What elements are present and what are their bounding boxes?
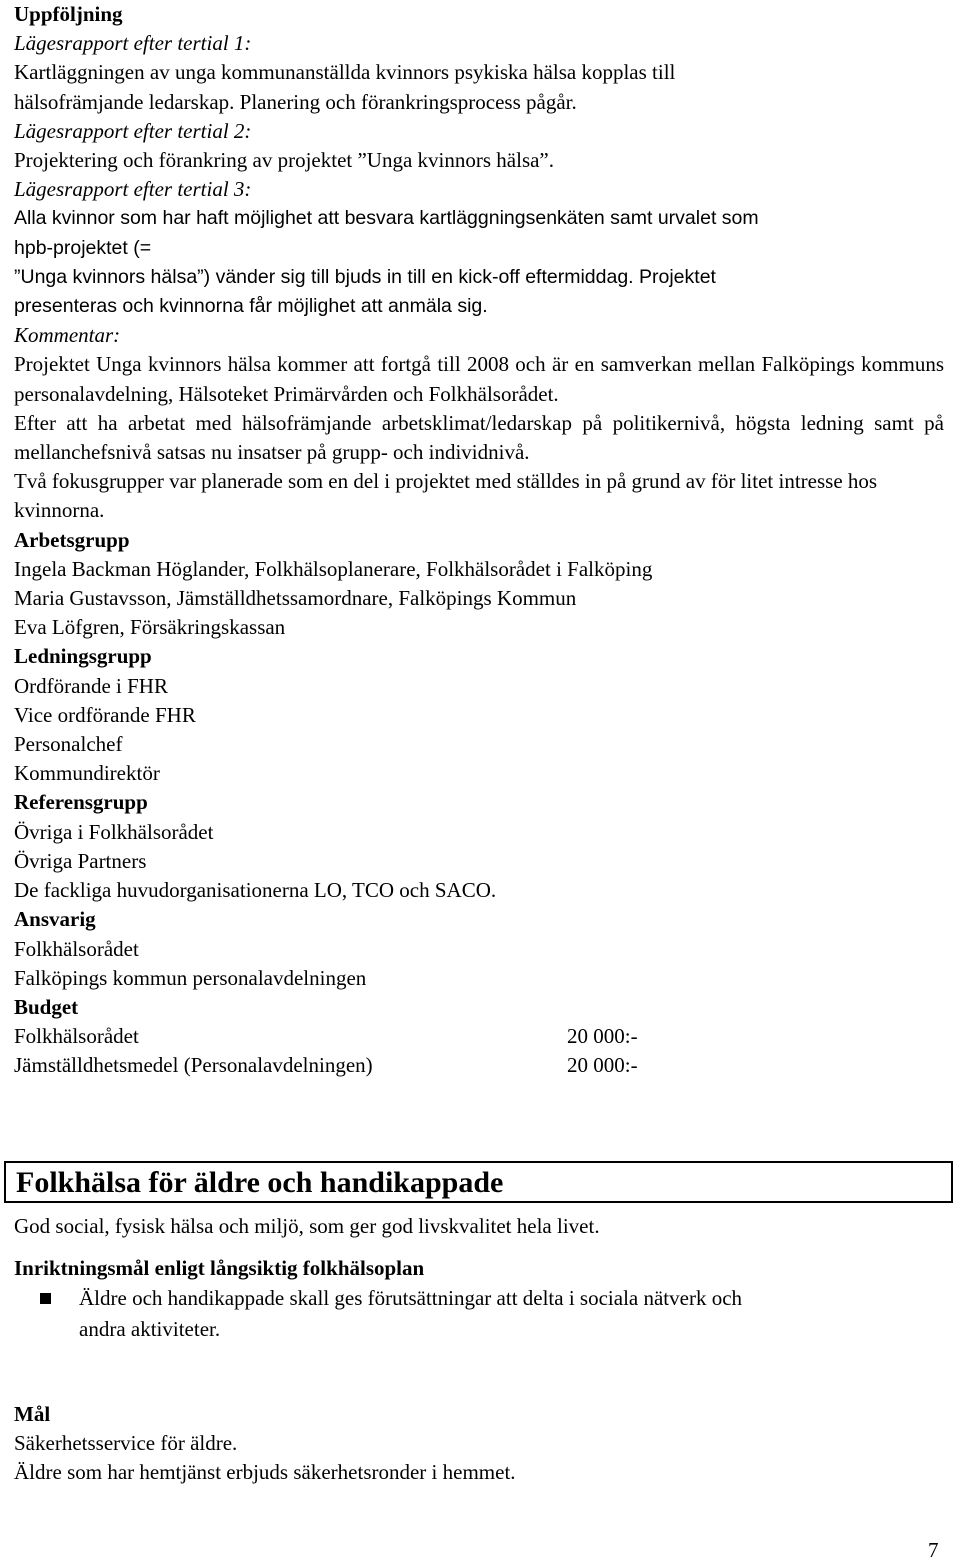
reference-member: Övriga i Folkhälsorådet bbox=[14, 819, 214, 844]
reference-member: De fackliga huvudorganisationerna LO, TCO och SACO. bbox=[14, 878, 497, 903]
budget-row-amount: 20 000:- bbox=[567, 1053, 638, 1078]
comment-paragraph-3: Två fokusgrupper var planerade som en del i projektet med ställdes in på grund av för litet intresse hos kvinnorna. bbox=[14, 469, 878, 523]
budget-row bbox=[14, 1022, 944, 1051]
steering-member: Ordförande i FHR bbox=[14, 673, 168, 698]
tertial-2-text: Projektering och förankring av projektet ”Unga kvinnors hälsa”. bbox=[14, 148, 555, 173]
responsible-member: Falköpings kommun personalavdelningen bbox=[14, 965, 367, 990]
budget-row-amount: 20 000:- bbox=[567, 1024, 638, 1049]
section-title: Folkhälsa för äldre och handikappade bbox=[16, 1166, 504, 1199]
workgroup-member: Ingela Backman Höglander, Folkhälsoplanerare, Folkhälsorådet i Falköping bbox=[14, 556, 653, 581]
tertial-1-text-line-1: Kartläggningen av unga kommunanställda kvinnors psykiska hälsa kopplas till bbox=[14, 60, 676, 85]
budget-row-label: Folkhälsorådet bbox=[14, 1024, 139, 1049]
comment-label: Kommentar: bbox=[14, 323, 121, 348]
workgroup-heading: Arbetsgrupp bbox=[14, 527, 130, 552]
goal-list-item bbox=[14, 1283, 944, 1345]
tertial-3-label: Lägesrapport efter tertial 3: bbox=[14, 177, 252, 202]
target-line-1: Säkerhetsservice för äldre. bbox=[14, 1431, 238, 1455]
section-title-box bbox=[4, 1161, 953, 1203]
responsible-heading: Ansvarig bbox=[14, 907, 96, 932]
followup-heading: Uppföljning bbox=[14, 2, 123, 26]
budget-row-label: Jämställdhetsmedel (Personalavdelningen) bbox=[14, 1053, 373, 1078]
budget-heading: Budget bbox=[14, 994, 79, 1019]
comment-paragraph-2: Efter att ha arbetat med hälsofrämjande arbetsklimat/ledarskap på politikernivå, högsta ledning samt på mellanchefsnivå satsas nu insatser på grupp- och individnivå. bbox=[14, 410, 944, 465]
steering-member: Kommundirektör bbox=[14, 761, 160, 786]
goal-bullet-line-2: andra aktiviteter. bbox=[79, 1317, 221, 1341]
tertial-3-text-line-2: hpb-projektet (= bbox=[14, 236, 152, 259]
tertial-1-label: Lägesrapport efter tertial 1: bbox=[14, 31, 252, 56]
target-line-2: Äldre som har hemtjänst erbjuds säkerhetsronder i hemmet. bbox=[14, 1460, 516, 1484]
tertial-3-text-line-4: presenteras och kvinnorna får möjlighet att anmäla sig. bbox=[14, 295, 488, 318]
goal-list bbox=[14, 1283, 944, 1345]
section-intro: God social, fysisk hälsa och miljö, som ger god livskvalitet hela livet. bbox=[14, 1214, 600, 1238]
goal-bullet-line-1: Äldre och handikappade skall ges förutsättningar att delta i sociala nätverk och bbox=[79, 1286, 743, 1310]
workgroup-member: Maria Gustavsson, Jämställdhetssamordnare, Falköpings Kommun bbox=[14, 586, 577, 611]
tertial-3-text-line-1: Alla kvinnor som har haft möjlighet att besvara kartläggningsenkäten samt urvalet som bbox=[14, 207, 759, 230]
document-page bbox=[14, 0, 944, 1081]
budget-row bbox=[14, 1051, 944, 1080]
steering-member: Vice ordförande FHR bbox=[14, 702, 196, 727]
tertial-2-label: Lägesrapport efter tertial 2: bbox=[14, 118, 252, 143]
steering-heading: Ledningsgrupp bbox=[14, 644, 152, 669]
page-number: 7 bbox=[928, 1538, 939, 1562]
steering-member: Personalchef bbox=[14, 732, 123, 757]
reference-heading: Referensgrupp bbox=[14, 790, 148, 815]
responsible-member: Folkhälsorådet bbox=[14, 936, 139, 961]
reference-member: Övriga Partners bbox=[14, 848, 147, 873]
square-bullet-icon bbox=[40, 1293, 51, 1304]
workgroup-member: Eva Löfgren, Försäkringskassan bbox=[14, 615, 286, 640]
target-heading: Mål bbox=[14, 1402, 51, 1426]
goal-heading: Inriktningsmål enligt långsiktig folkhälsoplan bbox=[14, 1256, 425, 1280]
comment-paragraph-1: Projektet Unga kvinnors hälsa kommer att fortgå till 2008 och är en samverkan mellan Falköpings kommuns personalavdelning, Hälsoteket Primärvården och Folkhälsorådet. bbox=[14, 352, 944, 406]
tertial-3-text-line-3: ”Unga kvinnors hälsa”) vänder sig till bjuds in till en kick-off eftermiddag. Projektet bbox=[14, 265, 716, 288]
tertial-1-text-line-2: hälsofrämjande ledarskap. Planering och förankringsprocess pågår. bbox=[14, 89, 577, 114]
